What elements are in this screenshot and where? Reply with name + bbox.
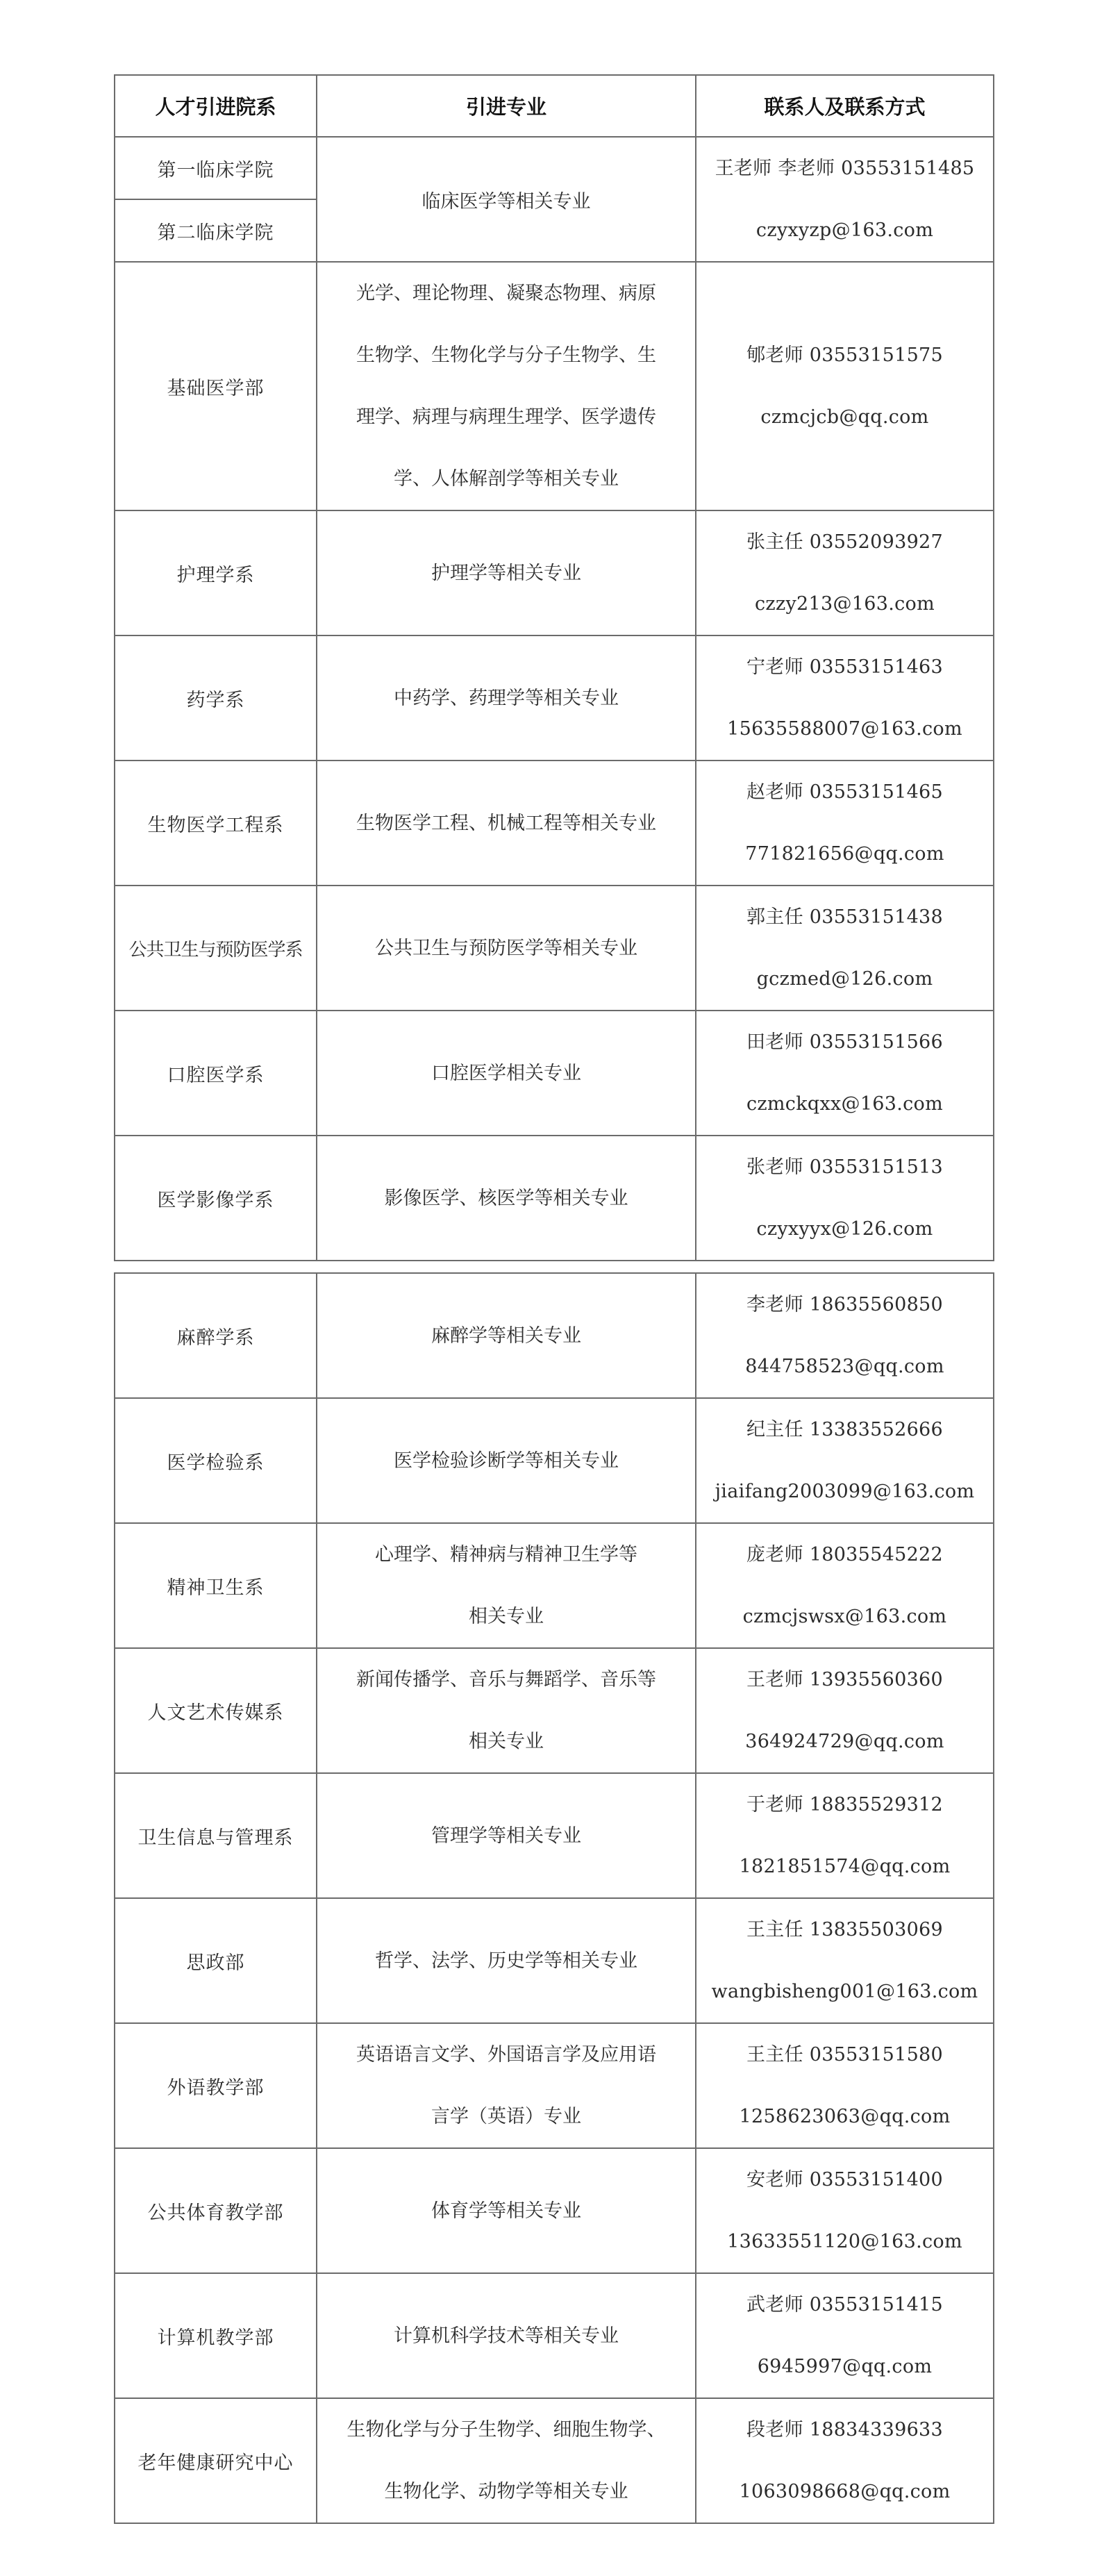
major-line: 麻醉学等相关专业 — [431, 1324, 581, 1347]
table-row — [115, 1648, 994, 1773]
contact-cell — [696, 1523, 994, 1648]
table-row — [115, 2023, 994, 2148]
table-row — [115, 1773, 994, 1898]
contact-person: 于老师 18835529312 — [746, 1794, 944, 1815]
contact-email[interactable]: wangbisheng001@163.com — [711, 1981, 978, 2002]
major-cell — [317, 1898, 696, 2023]
dept-cell: 基础医学部 — [115, 262, 317, 510]
major-line: 生物学、生物化学与分子生物学、生 — [356, 344, 656, 366]
contact-cell — [696, 635, 994, 761]
contact-email[interactable]: 364924729@qq.com — [745, 1731, 944, 1752]
major-cell — [317, 1773, 696, 1898]
dept-cell: 精神卫生系 — [115, 1523, 317, 1648]
table-row — [115, 886, 994, 1011]
header-department: 人才引进院系 — [115, 75, 317, 137]
major-cell — [317, 2398, 696, 2523]
contact-person: 宁老师 03553151463 — [746, 656, 944, 678]
contact-email[interactable]: gczmed@126.com — [756, 968, 933, 990]
table-row — [115, 1523, 994, 1648]
contact-cell — [696, 1136, 994, 1261]
dept-cell: 药学系 — [115, 635, 317, 761]
major-cell — [317, 2148, 696, 2273]
contact-email[interactable]: 15635588007@163.com — [727, 718, 962, 740]
major-line: 公共卫生与预防医学等相关专业 — [375, 937, 637, 959]
major-line: 言学（英语）专业 — [431, 2106, 581, 2127]
contact-person: 王主任 13835503069 — [746, 1919, 944, 1941]
table-row — [115, 262, 994, 510]
contact-cell — [696, 886, 994, 1011]
contact-person: 李老师 18635560850 — [746, 1294, 944, 1315]
major-line: 光学、理论物理、凝聚态物理、病原 — [356, 283, 656, 304]
major-line: 口腔医学相关专业 — [431, 1062, 581, 1084]
major-cell — [317, 2273, 696, 2398]
contact-cell — [696, 2148, 994, 2273]
table-row — [115, 1398, 994, 1523]
table-row — [115, 635, 994, 761]
dept-cell: 外语教学部 — [115, 2023, 317, 2148]
dept-cell: 口腔医学系 — [115, 1011, 317, 1136]
contact-cell — [696, 2398, 994, 2523]
major-line: 生物化学、动物学等相关专业 — [384, 2481, 628, 2502]
contact-person: 赵老师 03553151465 — [746, 781, 944, 803]
major-line: 影像医学、核医学等相关专业 — [384, 1187, 628, 1209]
contact-cell — [696, 1011, 994, 1136]
contact-person: 王老师 13935560360 — [746, 1669, 944, 1690]
major-cell — [317, 510, 696, 635]
contact-person: 武老师 03553151415 — [746, 2294, 944, 2316]
major-cell — [317, 1648, 696, 1773]
contact-email[interactable]: 6945997@qq.com — [757, 2356, 933, 2377]
contact-cell — [696, 2023, 994, 2148]
contact-cell — [696, 262, 994, 510]
header-row — [115, 75, 994, 137]
major-line: 新闻传播学、音乐与舞蹈学、音乐等 — [356, 1669, 656, 1690]
header-major: 引进专业 — [317, 75, 696, 137]
contact-email[interactable]: czyxyzp@163.com — [755, 219, 934, 241]
table-row — [115, 137, 994, 199]
dept-cell: 思政部 — [115, 1898, 317, 2023]
major-cell — [317, 1136, 696, 1261]
contact-email[interactable]: czzy213@163.com — [755, 593, 935, 615]
major-cell — [317, 635, 696, 761]
contact-email[interactable]: 1821851574@qq.com — [739, 1856, 951, 1877]
major-line: 中药学、药理学等相关专业 — [394, 687, 619, 709]
contact-email[interactable]: czmckqxx@163.com — [746, 1093, 944, 1115]
table-row — [115, 761, 994, 886]
major-line: 管理学等相关专业 — [431, 1825, 581, 1847]
major-line: 相关专业 — [469, 1731, 544, 1752]
major-cell — [317, 1011, 696, 1136]
contact-email[interactable]: 13633551120@163.com — [727, 2231, 962, 2252]
major-cell — [317, 2023, 696, 2148]
major-cell — [317, 886, 696, 1011]
dept-cell: 护理学系 — [115, 510, 317, 635]
major-cell — [317, 1398, 696, 1523]
dept-cell: 公共卫生与预防医学系 — [115, 886, 317, 1011]
contact-cell — [696, 1398, 994, 1523]
major-line: 理学、病理与病理生理学、医学遗传 — [356, 406, 656, 428]
contact-person: 郇老师 03553151575 — [746, 344, 944, 366]
major-cell — [317, 1523, 696, 1648]
contact-cell — [696, 1273, 994, 1398]
table-row — [115, 1011, 994, 1136]
major-line: 计算机科学技术等相关专业 — [394, 2325, 619, 2347]
contact-person: 庞老师 18035545222 — [746, 1544, 944, 1565]
contact-person: 张主任 03552093927 — [746, 531, 944, 553]
major-line: 学、人体解剖学等相关专业 — [394, 468, 619, 490]
table-row — [115, 2148, 994, 2273]
major-line: 医学检验诊断学等相关专业 — [394, 1449, 619, 1472]
major-line: 体育学等相关专业 — [431, 2200, 581, 2222]
contact-email[interactable]: 1258623063@qq.com — [739, 2106, 951, 2127]
major-line: 护理学等相关专业 — [431, 562, 581, 584]
contact-email[interactable]: czmcjcb@qq.com — [760, 406, 929, 428]
dept-cell: 生物医学工程系 — [115, 761, 317, 886]
dept-cell: 公共体育教学部 — [115, 2148, 317, 2273]
major-line: 英语语言文学、外国语言学及应用语 — [356, 2044, 656, 2066]
contact-person: 纪主任 13383552666 — [746, 1419, 944, 1440]
major-cell — [317, 1273, 696, 1398]
dept-cell: 卫生信息与管理系 — [115, 1773, 317, 1898]
talent-table-part-1 — [114, 74, 994, 1261]
major-line: 哲学、法学、历史学等相关专业 — [375, 1950, 637, 1972]
major-line: 生物医学工程、机械工程等相关专业 — [356, 812, 656, 834]
table-row — [115, 2273, 994, 2398]
contact-person: 张老师 03553151513 — [746, 1156, 944, 1178]
dept-cell: 老年健康研究中心 — [115, 2398, 317, 2523]
major-line: 相关专业 — [469, 1606, 544, 1627]
table-row — [115, 2398, 994, 2523]
contact-person: 段老师 18834339633 — [746, 2419, 944, 2441]
dept-cell: 医学影像学系 — [115, 1136, 317, 1261]
major-cell — [317, 262, 696, 510]
contact-email[interactable]: 1063098668@qq.com — [739, 2481, 951, 2502]
header-contact: 联系人及联系方式 — [696, 75, 994, 137]
contact-email[interactable]: 771821656@qq.com — [745, 843, 944, 865]
contact-cell — [696, 510, 994, 635]
table-row — [115, 510, 994, 635]
contact-cell — [696, 1648, 994, 1773]
contact-person: 安老师 03553151400 — [746, 2169, 944, 2191]
contact-email[interactable]: czmcjswsx@163.com — [742, 1606, 947, 1627]
contact-cell — [696, 1898, 994, 2023]
major-line: 心理学、精神病与精神卫生学等 — [375, 1544, 637, 1565]
major-cell — [317, 761, 696, 886]
contact-person: 郭主任 03553151438 — [746, 906, 944, 928]
contact-cell — [696, 137, 994, 262]
contact-email[interactable]: 844758523@qq.com — [745, 1356, 944, 1377]
major-cell: 临床医学等相关专业 — [317, 137, 696, 262]
dept-cell: 医学检验系 — [115, 1398, 317, 1523]
contact-cell — [696, 761, 994, 886]
contact-person: 王老师 李老师 03553151485 — [715, 158, 975, 179]
contact-cell — [696, 2273, 994, 2398]
contact-person: 王主任 03553151580 — [746, 2044, 944, 2066]
contact-email[interactable]: czyxyyx@126.com — [756, 1218, 933, 1240]
table-row — [115, 1273, 994, 1398]
contact-email[interactable]: jiaifang2003099@163.com — [715, 1481, 975, 1502]
dept-cell: 麻醉学系 — [115, 1273, 317, 1398]
contact-cell — [696, 1773, 994, 1898]
talent-table-part-2 — [114, 1272, 994, 2524]
major-line: 生物化学与分子生物学、细胞生物学、 — [347, 2419, 666, 2441]
dept-cell: 第二临床学院 — [115, 199, 317, 262]
table-row — [115, 1898, 994, 2023]
dept-cell: 第一临床学院 — [115, 137, 317, 199]
table-row — [115, 1136, 994, 1261]
dept-cell: 计算机教学部 — [115, 2273, 317, 2398]
dept-cell: 人文艺术传媒系 — [115, 1648, 317, 1773]
contact-person: 田老师 03553151566 — [746, 1031, 944, 1053]
